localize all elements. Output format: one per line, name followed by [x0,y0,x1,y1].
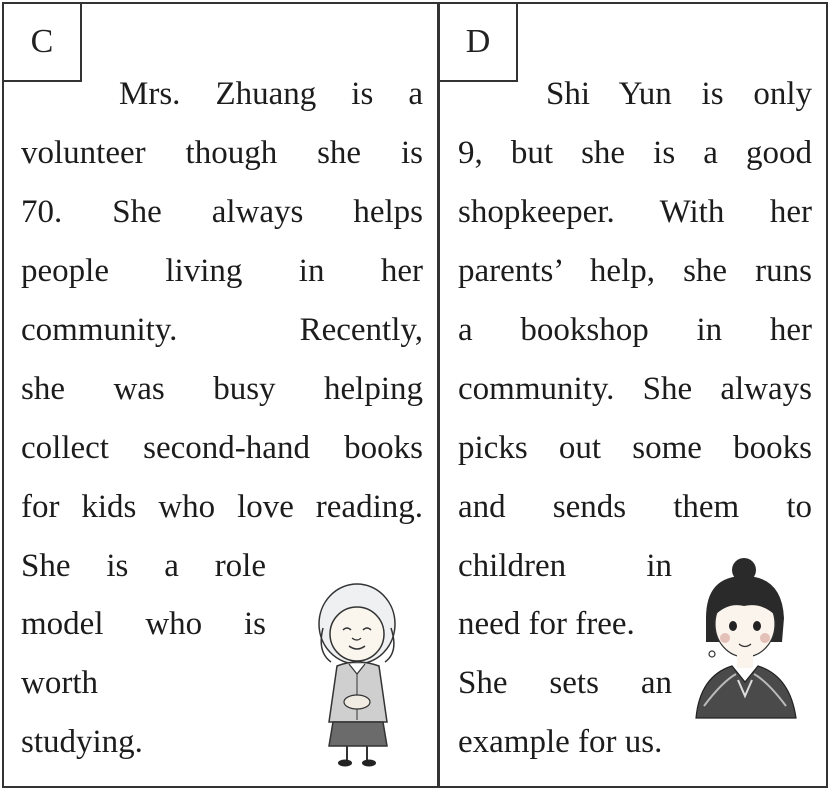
passage-d-line: parents’ help, she runs [458,253,812,289]
passage-d-line: a bookshop in her [458,312,812,348]
passage-c-label: C [4,4,82,82]
elderly-woman-illustration [309,582,419,772]
passage-d-line: 9, but she is a good [458,135,812,171]
passage-d-line: children in [458,548,672,584]
passage-c-line: worth [21,665,98,701]
passage-d-line: shopkeeper. With her [458,194,812,230]
passage-c-card [2,2,439,788]
passage-d-card [438,2,828,788]
passage-c-line: studying. [21,724,143,760]
passage-d-label: D [440,4,518,82]
passage-d-line: and sends them to [458,489,812,525]
passage-c-line: she was busy helping [21,371,423,407]
girl-illustration [692,556,822,724]
passage-d-line: Shi Yun is only [546,76,812,112]
passage-c-line: volunteer though she is [21,135,423,171]
passage-c-line: collect second-hand books [21,430,423,466]
passage-c-line: for kids who love reading. [21,489,423,525]
passage-d-line: community. She always [458,371,812,407]
passage-c-line: community. Recently, [21,312,423,348]
passage-c-line: She is a role [21,548,266,584]
passage-c-line: Mrs. Zhuang is a [119,76,423,112]
passage-d-line: example for us. [458,724,663,760]
passage-c-line: people living in her [21,253,423,289]
passage-d-line: need for free. [458,606,635,642]
passage-d-line: She sets an [458,665,672,701]
passage-d-line: picks out some books [458,430,812,466]
passage-c-line: 70. She always helps [21,194,423,230]
passage-c-line: model who is [21,606,266,642]
